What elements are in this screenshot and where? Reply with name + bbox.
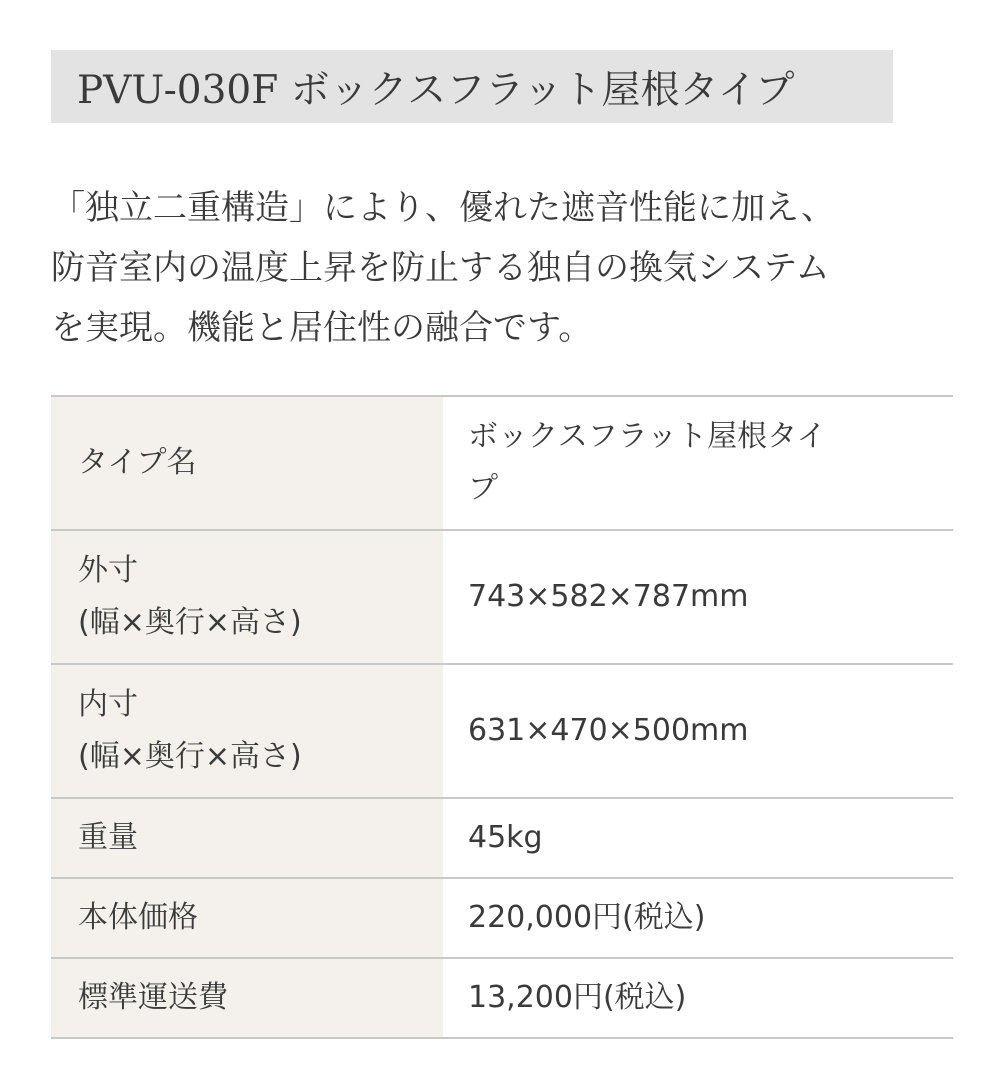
product-description: [51, 178, 953, 358]
spec-label: [51, 530, 443, 664]
spec-value-text: ボックスフラット屋根タイ: [468, 419, 827, 454]
spec-row-shipping: [51, 958, 953, 1038]
spec-label: [51, 958, 443, 1038]
spec-value-text: 13,200円(税込): [468, 980, 687, 1015]
product-title: PVU-030F ボックスフラット屋根タイプ: [51, 50, 893, 123]
spec-label-text: (幅×奥行×高さ): [78, 605, 302, 640]
spec-label-text: タイプ名: [78, 445, 197, 480]
spec-label-text: (幅×奥行×高さ): [78, 739, 302, 774]
spec-row-weight: [51, 798, 953, 878]
spec-value: [443, 530, 953, 664]
spec-label-text: 本体価格: [78, 900, 198, 935]
description-line: を実現。機能と居住性の融合です。: [51, 308, 593, 348]
spec-value: [443, 798, 953, 878]
spec-label-text: 標準運送費: [78, 980, 228, 1015]
spec-row-outer-dimensions: [51, 530, 953, 664]
spec-row-inner-dimensions: [51, 664, 953, 798]
spec-label-text: 内寸: [78, 687, 138, 722]
spec-label: [51, 664, 443, 798]
spec-value-text: プ: [468, 471, 498, 506]
spec-value-text: 743×582×787mm: [468, 579, 749, 614]
spec-value: [443, 664, 953, 798]
spec-label: [51, 798, 443, 878]
spec-label-text: 外寸: [78, 553, 138, 588]
description-line: 「独立二重構造」により、優れた遮音性能に加え、: [51, 188, 836, 228]
spec-value-text: 631×470×500mm: [468, 713, 749, 748]
spec-value-text: 220,000円(税込): [468, 900, 706, 935]
spec-value: [443, 396, 953, 530]
spec-value: [443, 958, 953, 1038]
spec-row-type-name: [51, 396, 953, 530]
spec-label: [51, 878, 443, 958]
spec-value: [443, 878, 953, 958]
spec-row-price: [51, 878, 953, 958]
spec-label: [51, 396, 443, 530]
spec-table: [51, 395, 953, 1039]
description-line: 防音室内の温度上昇を防止する独自の換気システム: [51, 248, 830, 288]
spec-value-text: 45kg: [468, 820, 543, 855]
spec-label-text: 重量: [78, 820, 138, 855]
